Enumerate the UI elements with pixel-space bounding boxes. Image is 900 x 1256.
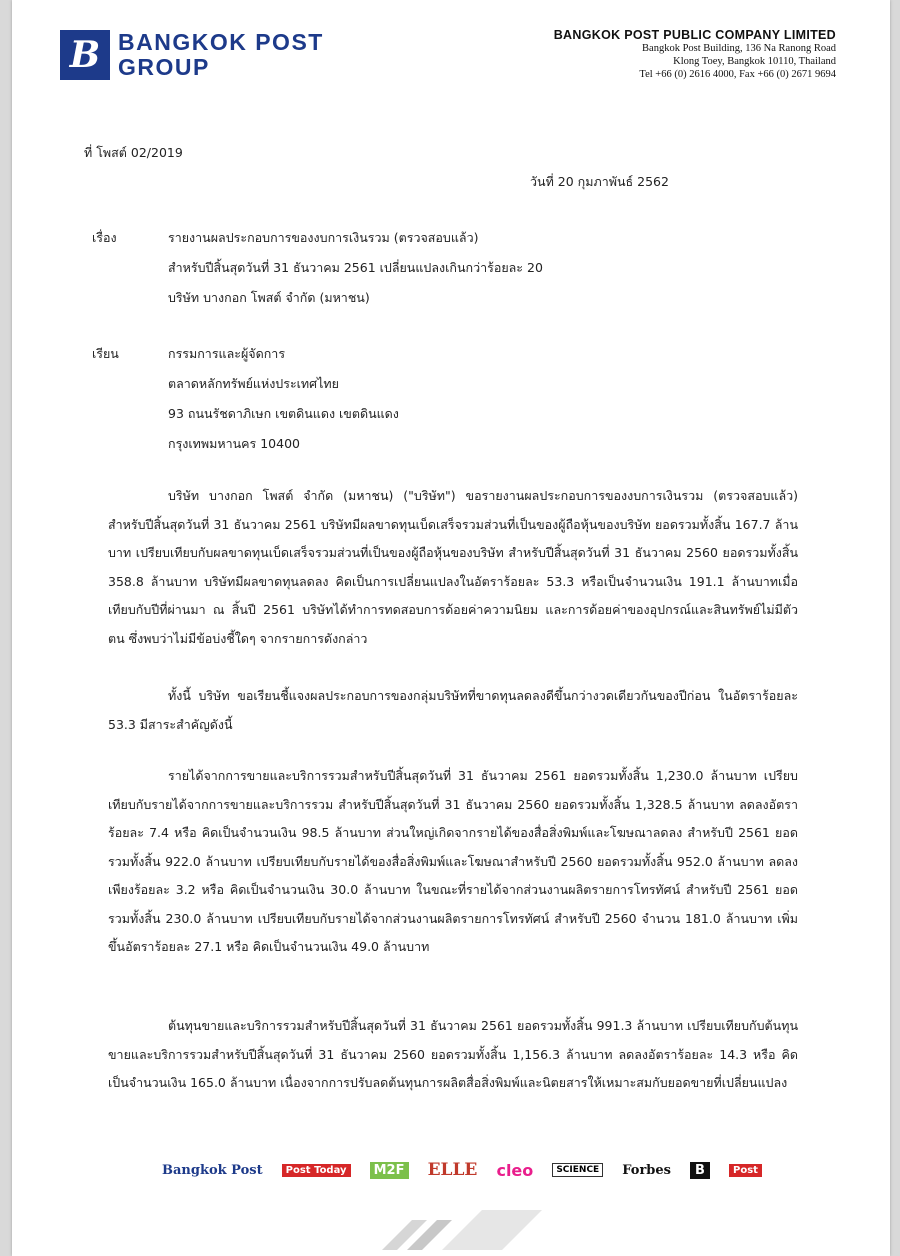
body-paragraph-2: ทั้งนี้ บริษัท ขอเรียนชี้แจงผลประกอบการของกลุ่มบริษัทที่ขาดทุนลดลงดีขึ้นกว่างวดเดียวกันของปีก่อน ในอัตราร้อยละ 53.3 มีสาระสำคัญดังนี้ — [108, 688, 798, 732]
letter-page — [12, 0, 890, 1256]
logo-line-1: BANGKOK POST — [118, 29, 324, 55]
logo-m2f: M2F — [370, 1162, 409, 1179]
logo-bangkok-post: Bangkok Post — [162, 1162, 263, 1178]
subject-line-1: รายงานผลประกอบการของงบการเงินรวม (ตรวจสอบแล้ว) — [168, 230, 479, 245]
logo-elle: ELLE — [427, 1160, 478, 1180]
subject-line-2: สำหรับปีสิ้นสุดวันที่ 31 ธันวาคม 2561 เปลี่ยนแปลงเกินกว่าร้อยละ 20 — [168, 260, 543, 275]
body-paragraph-1: บริษัท บางกอก โพสต์ จำกัด (มหาชน) ("บริษัท") ขอรายงานผลประกอบการของงบการเงินรวม (ตรวจสอบแล้ว) สำหรับปีสิ้นสุดวันที่ 31 ธันวาคม 2561 บริษัทมีผลขาดทุนเบ็ดเสร็จรวมส่วนที่เป็นของผู้ถือหุ้นของบริษัท ยอดรวมทั้งสิ้น 167.7 ล้านบาท เปรียบเทียบกับผลขาดทุนเบ็ดเสร็จรวมส่วนที่เป็นของผู้ถือหุ้นของบริษัท สำหรับปีสิ้นสุดวันที่ 31 ธันวาคม 2560 ยอดรวมทั้งสิ้น 358.8 ล้านบาท บริษัทมีผลขาดทุนลดลง คิดเป็นการเปลี่ยนแปลงในอัตราร้อยละ 53.3 หรือเป็นจำนวนเงิน 191.1 ล้านบาทเมื่อเทียบกับปีที่ผ่านมา ณ สิ้นปี 2561 บริษัทได้ทำการทดสอบการด้อยค่าความนิยม และการด้อยค่าของอุปกรณ์และสินทรัพย์ไม่มีตัวตน ซึ่งพบว่าไม่มีข้อบ่งชี้ใดๆ จากรายการดังกล่าว — [108, 488, 798, 646]
logo-dark-brand: B — [690, 1162, 710, 1179]
recipient-line-4: กรุงเทพมหานคร 10400 — [168, 436, 300, 451]
letter-date: วันที่ 20 กุมภาพันธ์ 2562 — [530, 174, 669, 189]
logo-line-2: GROUP — [118, 54, 210, 80]
company-address-block — [554, 28, 836, 81]
subject-label: เรื่อง — [92, 230, 117, 245]
logo-forbes: Forbes — [622, 1162, 671, 1178]
recipient-line-3: 93 ถนนรัชดาภิเษก เขตดินแดง เขตดินแดง — [168, 406, 399, 421]
footer-brand-logos — [162, 1160, 762, 1180]
company-name: BANGKOK POST PUBLIC COMPANY LIMITED — [553, 28, 836, 42]
recipient-line-2: ตลาดหลักทรัพย์แห่งประเทศไทย — [168, 376, 339, 391]
address-line-1: Bangkok Post Building, 136 Na Ranong Road — [642, 43, 836, 54]
recipient-label: เรียน — [92, 346, 119, 361]
reference-number: ที่ โพสต์ 02/2019 — [84, 145, 183, 160]
body-paragraph-3: รายได้จากการขายและบริการรวมสำหรับปีสิ้นสุดวันที่ 31 ธันวาคม 2561 ยอดรวมทั้งสิ้น 1,230.0 ล้านบาท เปรียบเทียบกับรายได้จากการขายและบริการรวม สำหรับปีสิ้นสุดวันที่ 31 ธันวาคม 2560 ยอดรวมทั้งสิ้น 1,328.5 ล้านบาท ลดลงอัตราร้อยละ 7.4 หรือ คิดเป็นจำนวนเงิน 98.5 ล้านบาท ส่วนใหญ่เกิดจากรายได้ของสื่อสิ่งพิมพ์และโฆษณาลดลง สำหรับปี 2561 ยอดรวมทั้งสิ้น 922.0 ล้านบาท เปรียบเทียบกับรายได้ของสื่อสิ่งพิมพ์และโฆษณาสำหรับปี 2560 ยอดรวมทั้งสิ้น 952.0 ล้านบาท ลดลงเพียงร้อยละ 3.2 หรือ คิดเป็นจำนวนเงิน 30.0 ล้านบาท ในขณะที่รายได้จากส่วนงานผลิตรายการโทรทัศน์ สำหรับปี 2561 ยอดรวมทั้งสิ้น 230.0 ล้านบาท เปรียบเทียบกับรายได้จากส่วนงานผลิตรายการโทรทัศน์ สำหรับปี 2560 จำนวน 181.0 ล้านบาท เพิ่มขึ้นอัตราร้อยละ 27.1 หรือ คิดเป็นจำนวนเงิน 49.0 ล้านบาท — [108, 768, 798, 954]
bp-logo-mark: B — [60, 30, 110, 80]
address-line-2: Klong Toey, Bangkok 10110, Thailand — [673, 56, 836, 67]
logo-post-red: Post — [729, 1164, 762, 1177]
logo-science: SCIENCE — [552, 1163, 603, 1177]
body-paragraph-4: ต้นทุนขายและบริการรวมสำหรับปีสิ้นสุดวันที่ 31 ธันวาคม 2561 ยอดรวมทั้งสิ้น 991.3 ล้านบาท เปรียบเทียบกับต้นทุนขายและบริการรวมสำหรับปีสิ้นสุดวันที่ 31 ธันวาคม 2560 ยอดรวมทั้งสิ้น 1,156.3 ล้านบาท ลดลงอัตราร้อยละ 14.3 หรือ คิดเป็นจำนวนเงิน 165.0 ล้านบาท เนื่องจากการปรับลดต้นทุนการผลิตสื่อสิ่งพิมพ์และนิตยสารให้เหมาะสมกับยอดขายที่เปลี่ยนแปลง — [108, 1018, 798, 1090]
footer-chevron-graphic — [372, 1200, 552, 1256]
logo-cleo: cleo — [496, 1160, 534, 1180]
logo-post-today: Post Today — [282, 1164, 351, 1177]
subject-line-3: บริษัท บางกอก โพสต์ จำกัด (มหาชน) — [168, 290, 370, 305]
bangkok-post-group-logo — [60, 30, 324, 80]
recipient-line-1: กรรมการและผู้จัดการ — [168, 346, 286, 361]
phone-line: Tel +66 (0) 2616 4000, Fax +66 (0) 2671 9694 — [639, 69, 836, 80]
